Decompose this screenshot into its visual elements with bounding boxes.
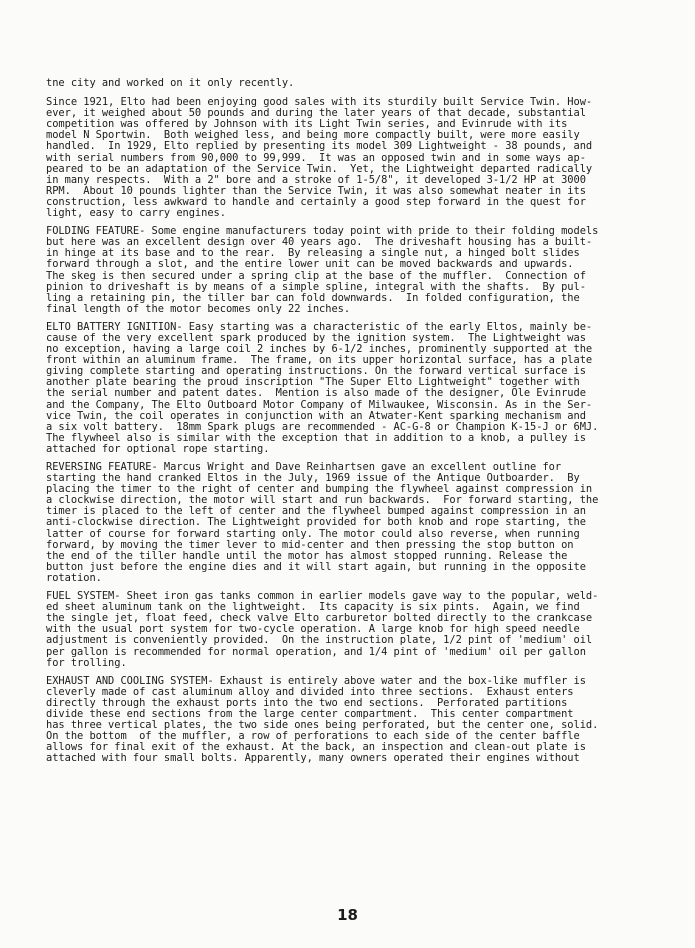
text-line: allows for final exit of the exhaust. At the back, an inspection and clean-out plate is <box>46 741 586 754</box>
text-line: Since 1921, Elto had been enjoying good sales with its sturdily built Service Twin. How- <box>46 96 593 109</box>
body-text <box>46 97 653 764</box>
text-line: The skeg is then secured under a spring clip at the base of the muffler. Connection of <box>46 269 586 282</box>
text-line: cleverly made of cast aluminum alloy and divided into three sections. Exhaust enters <box>46 685 574 698</box>
text-line: timer is placed to the left of center and the flywheel bumped against compression in an <box>46 505 586 518</box>
text-line: attached with four small bolts. Apparently, many owners operated their engines without <box>46 752 580 765</box>
paragraph-battery-ignition <box>46 322 653 455</box>
text-line: has three vertical plates, the two side ones being perforated, but the center one, solid. <box>46 719 599 732</box>
text-line: a clockwise direction, the motor will start and run backwards. For forward starting, the <box>46 494 599 507</box>
text-line: handled. In 1929, Elto replied by presenting its model 309 Lightweight - 38 pounds, and <box>46 140 593 153</box>
paragraph-fuel-system <box>46 591 653 669</box>
text-line: latter of course for forward starting only. The motor could also reverse, when running <box>46 527 580 540</box>
text-line: forward through a slot, and the entire lower unit can be moved backwards and upwards. <box>46 258 574 271</box>
text-line: and the Company, The Elto Outboard Motor Company of Milwaukee, Wisconsin. As in the Ser- <box>46 398 593 411</box>
text-line: EXHAUST AND COOLING SYSTEM- Exhaust is entirely above water and the box-like muffler is <box>46 674 586 687</box>
text-line: starting the hand cranked Eltos in the July, 1969 issue of the Antique Outboarder. By <box>46 472 580 485</box>
text-line: with serial numbers from 90,000 to 99,999. It was an opposed twin and in some ways ap- <box>46 151 586 164</box>
text-line: giving complete starting and operating instructions. On the forward vertical surface is <box>46 365 586 378</box>
text-line: REVERSING FEATURE- Marcus Wright and Dave Reinhartsen gave an excellent outline for <box>46 461 562 473</box>
text-line: in many respects. With a 2" bore and a stroke of 1-5/8", it developed 3-1/2 HP at 3000 <box>46 173 586 186</box>
text-line: anti-clockwise direction. The Lightweight provided for both knob and rope starting, the <box>46 516 586 529</box>
text-line: ling a retaining pin, the tiller bar can fold downwards. In folded configuration, the <box>46 291 580 304</box>
text-line: attached for optional rope starting. <box>46 442 270 455</box>
text-line: divide these end sections from the large center compartment. This center compartment <box>46 707 574 720</box>
text-line: pinion to driveshaft is by means of a simple spline, integral with the shafts. By pul- <box>46 280 586 293</box>
text-line: directly through the exhaust ports into the two end sections. Perforated partitions <box>46 696 568 709</box>
text-line: ever, it weighed about 50 pounds and during the later years of that decade, substantial <box>46 107 586 120</box>
text-line: adjustment is conveniently provided. On the instruction plate, 1/2 pint of 'medium' oil <box>46 634 593 647</box>
text-line: the end of the tiller handle until the motor has almost stopped running. Release the <box>46 549 568 562</box>
text-line: another plate bearing the proud inscription "The Super Elto Lightweight" together with <box>46 376 580 389</box>
text-line: with the usual port system for two-cycle operation. A large knob for high speed needle <box>46 623 580 636</box>
paragraph-folding-feature <box>46 226 653 315</box>
text-line: but here was an excellent design over 40 years ago. The driveshaft housing has a built- <box>46 236 593 249</box>
text-line: peared to be an adaptation of the Service Twin. Yet, the Lightweight departed radically <box>46 162 593 175</box>
text-line: FOLDING FEATURE- Some engine manufacturers today point with pride to their folding models <box>46 225 599 238</box>
text-line: rotation. <box>46 571 102 584</box>
text-line: model N Sportwin. Both weighed less, and being more compactly built, were more easily <box>46 129 580 142</box>
text-line: ELTO BATTERY IGNITION- Easy starting was a characteristic of the early Eltos, mainly be- <box>46 320 593 333</box>
text-line: in hinge at its base and to the rear. By releasing a single nut, a hinged bolt slides <box>46 247 580 260</box>
text-line: FUEL SYSTEM- Sheet iron gas tanks common in earlier models gave way to the popular, weld- <box>46 590 599 603</box>
paragraph-reversing-feature <box>46 462 653 584</box>
text-line: the single jet, float feed, check valve Elto carburetor bolted directly to the crankcase <box>46 612 593 625</box>
text-line: per gallon is recommended for normal operation, and 1/4 pint of 'medium' oil per gallon <box>46 645 586 658</box>
text-line: no exception, having a large coil 2 inches by 6-1/2 inches, prominently supported at the <box>46 343 593 356</box>
text-line: button just before the engine dies and it will start again, but running in the opposite <box>46 560 586 573</box>
text-line: a six volt battery. 18mm Spark plugs are recommended - AC-G-8 or Champion K-15-J or 6MJ. <box>46 420 599 433</box>
text-line: vice Twin, the coil operates in conjunction with an Atwater-Kent sparking mechanism and <box>46 409 586 422</box>
text-line: cause of the very excellent spark produced by the ignition system. The Lightweight was <box>46 331 586 344</box>
text-line: The flywheel also is similar with the exception that in addition to a knob, a pulley is <box>46 431 586 444</box>
text-line: competition was offered by Johnson with its Light Twin series, and Evinrude with its <box>46 118 568 131</box>
text-line: ed sheet aluminum tank on the lightweight. Its capacity is six pints. Again, we find <box>46 601 580 614</box>
text-line: the serial number and patent dates. Mention is also made of the designer, Ole Evinrude <box>46 387 586 400</box>
page-number: 18 <box>337 906 358 924</box>
text-line: front within an aluminum frame. The frame, on its upper horizontal surface, has a plate <box>46 354 593 367</box>
text-line: placing the timer to the right of center and bumping the flywheel against compression in <box>46 483 593 496</box>
text-line: for trolling. <box>46 656 127 669</box>
text-line: light, easy to carry engines. <box>46 207 226 220</box>
paragraph-exhaust-cooling <box>46 676 653 765</box>
lead-line: tne city and worked on it only recently. <box>46 77 295 89</box>
paragraph-intro <box>46 97 653 219</box>
text-line: RPM. About 10 pounds lighter than the Service Twin, it was also somewhat neater in its <box>46 184 586 197</box>
text-line: final length of the motor becomes only 22 inches. <box>46 302 351 315</box>
text-line: forward, by moving the timer lever to mid-center and then pressing the stop button on <box>46 538 574 551</box>
text-line: construction, less awkward to handle and certainly a good step forward in the quest for <box>46 195 586 208</box>
text-line: On the bottom of the muffler, a row of perforations to each side of the center baffle <box>46 730 580 743</box>
